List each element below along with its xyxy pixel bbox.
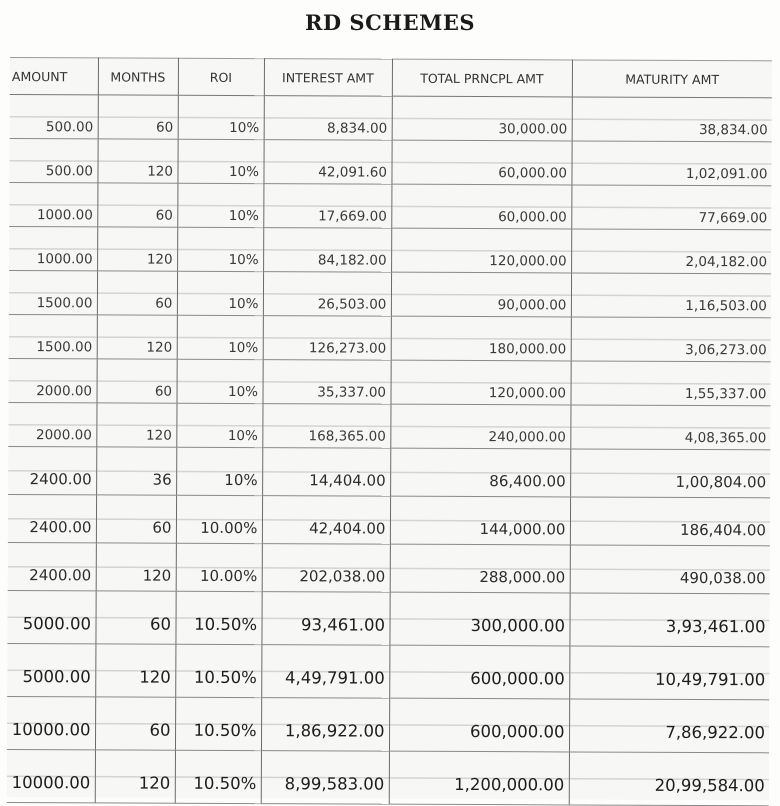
cell-interest: 42,091.60 (263, 140, 391, 185)
cell-maturity: 4,08,365.00 (570, 405, 770, 450)
cell-roi: 10% (176, 359, 262, 403)
cell-interest: 126,273.00 (263, 316, 391, 361)
cell-amount: 1000.00 (9, 226, 97, 270)
cell-principal: 120,000.00 (391, 228, 571, 273)
header-interest: INTEREST AMT (264, 59, 392, 97)
cell-interest: 35,337.00 (262, 360, 390, 405)
cell-interest: 202,038.00 (262, 544, 390, 593)
cell-interest: 1,86,922.00 (261, 698, 389, 752)
cell-interest: 8,834.00 (264, 96, 392, 141)
cell-maturity: 490,038.00 (570, 545, 770, 594)
cell-amount: 5000.00 (7, 590, 95, 643)
table-row (7, 590, 769, 646)
cell-roi: 10% (177, 227, 263, 271)
rd-schemes-table-sheet (7, 57, 772, 800)
cell-roi: 10% (177, 271, 263, 315)
cell-maturity: 1,16,503.00 (571, 273, 771, 318)
cell-maturity: 1,00,804.00 (570, 449, 770, 498)
cell-amount: 1000.00 (9, 182, 97, 226)
table-row (9, 270, 771, 317)
cell-maturity: 1,02,091.00 (571, 141, 771, 186)
table-row (8, 494, 770, 545)
cell-months: 120 (96, 543, 176, 591)
cell-principal: 60,000.00 (391, 140, 571, 185)
cell-principal: 86,400.00 (390, 448, 570, 497)
cell-roi: 10.50% (175, 750, 261, 803)
cell-amount: 5000.00 (7, 643, 95, 696)
cell-interest: 8,99,583.00 (261, 751, 389, 805)
cell-amount: 10000.00 (7, 749, 95, 802)
table-row (7, 749, 769, 805)
cell-principal: 288,000.00 (390, 544, 570, 593)
table-row (8, 446, 770, 497)
cell-months: 120 (95, 644, 175, 697)
cell-principal: 144,000.00 (390, 496, 570, 545)
cell-amount: 2000.00 (8, 402, 96, 446)
cell-months: 120 (95, 750, 175, 803)
cell-principal: 240,000.00 (390, 404, 570, 449)
cell-months: 120 (96, 403, 176, 447)
cell-roi: 10.50% (175, 591, 261, 644)
cell-principal: 90,000.00 (391, 272, 571, 317)
cell-principal: 180,000.00 (391, 316, 571, 361)
cell-amount: 1500.00 (9, 314, 97, 358)
cell-roi: 10% (178, 95, 264, 139)
header-roi: ROI (178, 58, 264, 95)
table-row (8, 542, 770, 593)
cell-months: 60 (96, 359, 176, 403)
cell-roi: 10% (177, 315, 263, 359)
table-row (8, 358, 770, 405)
cell-amount: 1500.00 (9, 270, 97, 314)
cell-months: 60 (97, 183, 177, 227)
cell-maturity: 7,86,922.00 (569, 699, 769, 753)
cell-maturity: 1,55,337.00 (570, 361, 770, 406)
cell-principal: 60,000.00 (391, 184, 571, 229)
cell-interest: 17,669.00 (263, 184, 391, 229)
cell-maturity: 38,834.00 (572, 97, 772, 142)
cell-roi: 10% (176, 403, 262, 447)
cell-interest: 4,49,791.00 (261, 645, 389, 699)
table-row (7, 696, 769, 752)
header-principal: TOTAL PRNCPL AMT (392, 59, 572, 97)
cell-maturity: 2,04,182.00 (571, 229, 771, 274)
cell-maturity: 3,93,461.00 (569, 593, 769, 647)
cell-maturity: 186,404.00 (570, 497, 770, 546)
cell-roi: 10% (176, 447, 262, 495)
cell-amount: 500.00 (9, 138, 97, 182)
cell-roi: 10% (177, 183, 263, 227)
cell-roi: 10.00% (176, 495, 262, 543)
cell-maturity: 20,99,584.00 (569, 752, 769, 806)
cell-interest: 168,365.00 (262, 404, 390, 449)
rd-schemes-table (7, 57, 772, 806)
table-row (8, 402, 770, 449)
cell-amount: 2000.00 (8, 358, 96, 402)
header-amount: AMOUNT (10, 57, 98, 94)
page-title: RD SCHEMES (304, 10, 476, 35)
cell-months: 120 (97, 139, 177, 183)
cell-principal: 120,000.00 (390, 360, 570, 405)
table-row (10, 94, 772, 141)
cell-amount: 2400.00 (8, 542, 96, 590)
cell-roi: 10.00% (176, 543, 262, 591)
cell-months: 120 (97, 227, 177, 271)
cell-principal: 600,000.00 (389, 698, 569, 752)
cell-interest: 42,404.00 (262, 496, 390, 545)
cell-interest: 93,461.00 (261, 592, 389, 646)
cell-amount: 2400.00 (8, 494, 96, 542)
cell-maturity: 10,49,791.00 (569, 646, 769, 700)
cell-interest: 84,182.00 (263, 228, 391, 273)
cell-months: 120 (97, 315, 177, 359)
cell-roi: 10.50% (175, 697, 261, 750)
table-row (7, 643, 769, 699)
table-row (9, 314, 771, 361)
header-months: MONTHS (98, 58, 178, 95)
cell-months: 60 (95, 591, 175, 644)
cell-interest: 14,404.00 (262, 448, 390, 497)
cell-principal: 300,000.00 (389, 592, 569, 646)
cell-amount: 10000.00 (7, 696, 95, 749)
table-row (9, 182, 771, 229)
cell-amount: 2400.00 (8, 446, 96, 494)
cell-amount: 500.00 (10, 94, 98, 138)
cell-maturity: 77,669.00 (571, 185, 771, 230)
cell-months: 36 (96, 447, 176, 495)
cell-principal: 600,000.00 (389, 645, 569, 699)
cell-months: 60 (98, 95, 178, 139)
cell-principal: 1,200,000.00 (389, 751, 569, 805)
cell-months: 60 (95, 697, 175, 750)
cell-months: 60 (97, 271, 177, 315)
table-header-row (10, 57, 772, 97)
cell-principal: 30,000.00 (392, 96, 572, 141)
cell-months: 60 (96, 495, 176, 543)
table-row (9, 138, 771, 185)
cell-roi: 10.50% (175, 644, 261, 697)
table-body (7, 94, 772, 805)
cell-maturity: 3,06,273.00 (571, 317, 771, 362)
header-maturity: MATURITY AMT (572, 60, 772, 98)
cell-interest: 26,503.00 (263, 272, 391, 317)
cell-roi: 10% (177, 139, 263, 183)
table-row (9, 226, 771, 273)
